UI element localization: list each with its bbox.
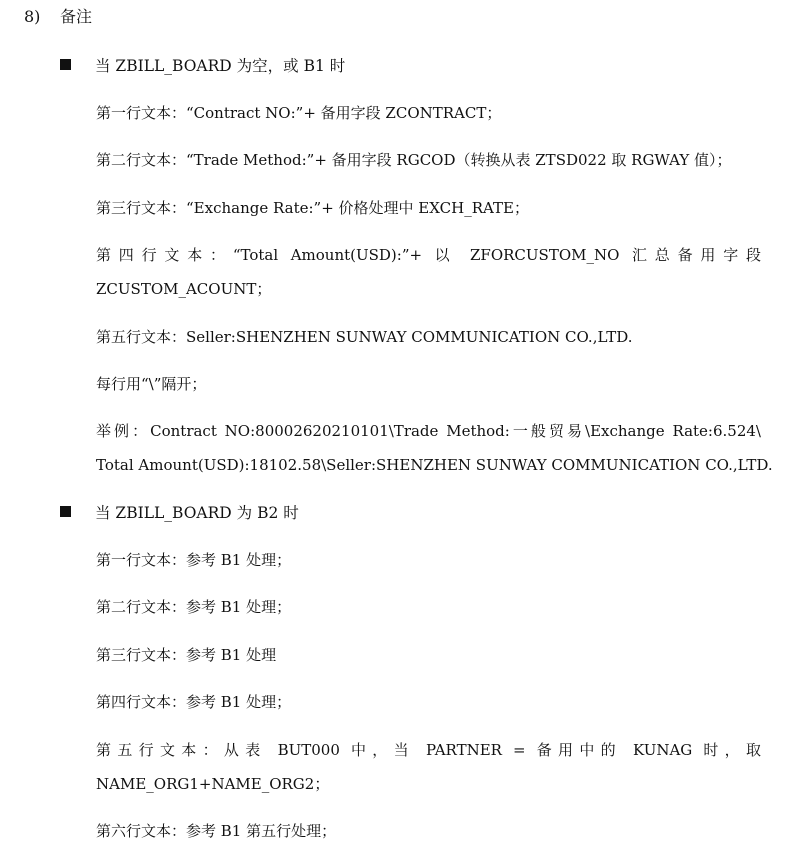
example-line-1: 举例：Contract NO:80002620210101\Trade Method:一般贸易\Exchange Rate:6.524\ (96, 422, 761, 440)
text-line-2: 第二行文本：“Trade Method:”+ 备用字段 RGCOD（转换从表 ZTSD022 取 RGWAY 值）； (96, 151, 732, 169)
b2-text-line-3: 第三行文本：参考 B1 处理 (96, 646, 277, 664)
text-line-1: 第一行文本：“Contract NO:”+ 备用字段 ZCONTRACT； (96, 104, 502, 122)
section-heading (24, 7, 92, 27)
text-line-5: 第五行文本：Seller:SHENZHEN SUNWAY COMMUNICATION CO.,LTD. (96, 328, 633, 346)
bullet-text: 当 ZBILL_BOARD 为 B2 时 (95, 504, 299, 522)
example-line-2: Total Amount(USD):18102.58\Seller:SHENZHEN SUNWAY COMMUNICATION CO.,LTD. (96, 456, 773, 474)
bullet-item-empty-or-b1 (60, 56, 345, 76)
section-number: 8) (24, 7, 41, 26)
b2-text-line-2: 第二行文本：参考 B1 处理； (96, 598, 292, 616)
text-line-3: 第三行文本：“Exchange Rate:”+ 价格处理中 EXCH_RATE； (96, 199, 529, 217)
section-title: 备注 (60, 7, 93, 26)
text-line-4-part1: 第四行文本：“Total Amount(USD):”+ 以 ZFORCUSTOM_NO 汇总备用字段 (96, 246, 761, 264)
b2-text-line-1: 第一行文本：参考 B1 处理； (96, 551, 292, 569)
bullet-square-icon (60, 506, 71, 517)
b2-text-line-4: 第四行文本：参考 B1 处理； (96, 693, 292, 711)
b2-text-line-5-part2: NAME_ORG1+NAME_ORG2； (96, 775, 330, 793)
b2-text-line-5-part1: 第五行文本：从表 BUT000 中，当 PARTNER = 备用中的 KUNAG 时，取 (96, 741, 761, 759)
b2-text-line-6: 第六行文本：参考 B1 第五行处理； (96, 822, 337, 840)
text-line-4-part2: ZCUSTOM_ACOUNT； (96, 280, 272, 298)
bullet-item-b2 (60, 503, 299, 523)
separator-note: 每行用“\”隔开； (96, 375, 207, 393)
bullet-square-icon (60, 59, 71, 70)
bullet-text: 当 ZBILL_BOARD 为空，或 B1 时 (95, 57, 346, 75)
